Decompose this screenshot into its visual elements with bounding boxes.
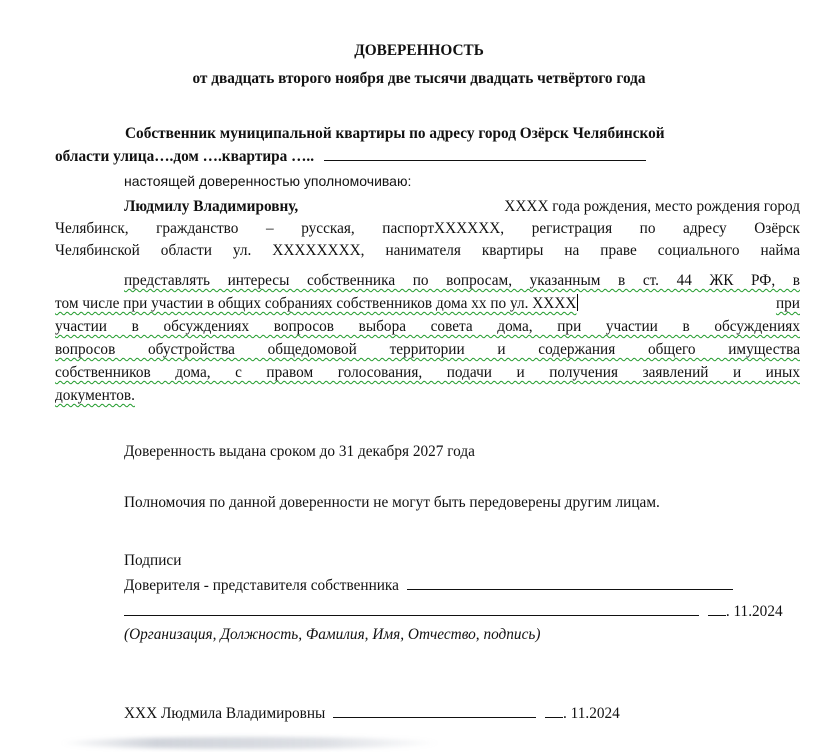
powers-line-2-end: при [775, 295, 800, 312]
rep-signature-line [124, 703, 620, 724]
rep-line-2: Челябинск, гражданство – русская, паспортXXXXXX, регистрация по адресу Озёрск [55, 220, 800, 237]
owner-line-1: Собственник муниципальной квартиры по адресу город Озёрск Челябинской [125, 125, 665, 142]
rep-date: . 11.2024 [563, 705, 620, 722]
text-caret [577, 294, 578, 311]
grantor-day-blank[interactable] [708, 601, 726, 616]
rep-line-1 [124, 197, 800, 217]
page-shadow [60, 737, 440, 749]
term-text: Доверенность выдана сроком до 31 декабря 2027 года [124, 443, 475, 460]
signature-caption: (Организация, Должность, Фамилия, Имя, Отчество, подпись) [124, 626, 541, 643]
grantor-blank[interactable] [407, 575, 733, 590]
rep-name: Людмилу Владимировну, [124, 198, 299, 215]
empower-text: настоящей доверенностью уполномочиваю: [124, 173, 412, 189]
rep-signature-blank[interactable] [333, 703, 536, 718]
document-subtitle: от двадцать второго ноября две тысячи двадцать четвёртого года [192, 70, 646, 87]
signatures-heading: Подписи [124, 552, 182, 569]
powers-line-2-text [55, 294, 578, 314]
rep-day-blank[interactable] [545, 703, 563, 718]
powers-line-1: представлять интересы собственника по вопросам, указанным в ст. 44 ЖК РФ, в [124, 272, 800, 289]
owner-blank[interactable] [324, 146, 646, 161]
powers-line-3: участии в обсуждениях вопросов выбора совета дома, при участии в обсуждениях [55, 318, 800, 335]
grantor-signature-blank[interactable] [124, 601, 699, 616]
owner-line-2 [55, 146, 646, 167]
powers-line-2 [55, 294, 800, 314]
powers-line-4: вопросов обустройства общедомовой территории и содержания общего имущества [55, 341, 800, 358]
grantor-label: Доверителя - представителя собственника [124, 577, 399, 594]
no-transfer-text: Полномочия по данной доверенности не могут быть передоверены другим лицам. [124, 494, 660, 511]
owner-address: области улица….дом ….квартира ….. [55, 148, 315, 165]
rep-signature-name: XXX Людмила Владимировны [124, 705, 326, 722]
rep-line-3: Челябинской области ул. XXXXXXXX, нанимателя квартиры на праве социального найма [55, 242, 800, 259]
powers-line-2-main: том числе при участии в общих собраниях собственников дома хх по ул. XXXX [55, 295, 577, 312]
grantor-date: . 11.2024 [725, 603, 783, 620]
powers-line-6: документов. [55, 387, 135, 404]
document-title: ДОВЕРЕННОСТЬ [354, 42, 484, 59]
rep-birth: XXXX года рождения, место рождения город [504, 198, 800, 215]
grantor-line [124, 575, 733, 596]
grantor-date-line [124, 601, 783, 622]
powers-line-5: собственников дома, с правом голосования, подачи и получения заявлений и иных [55, 364, 800, 381]
